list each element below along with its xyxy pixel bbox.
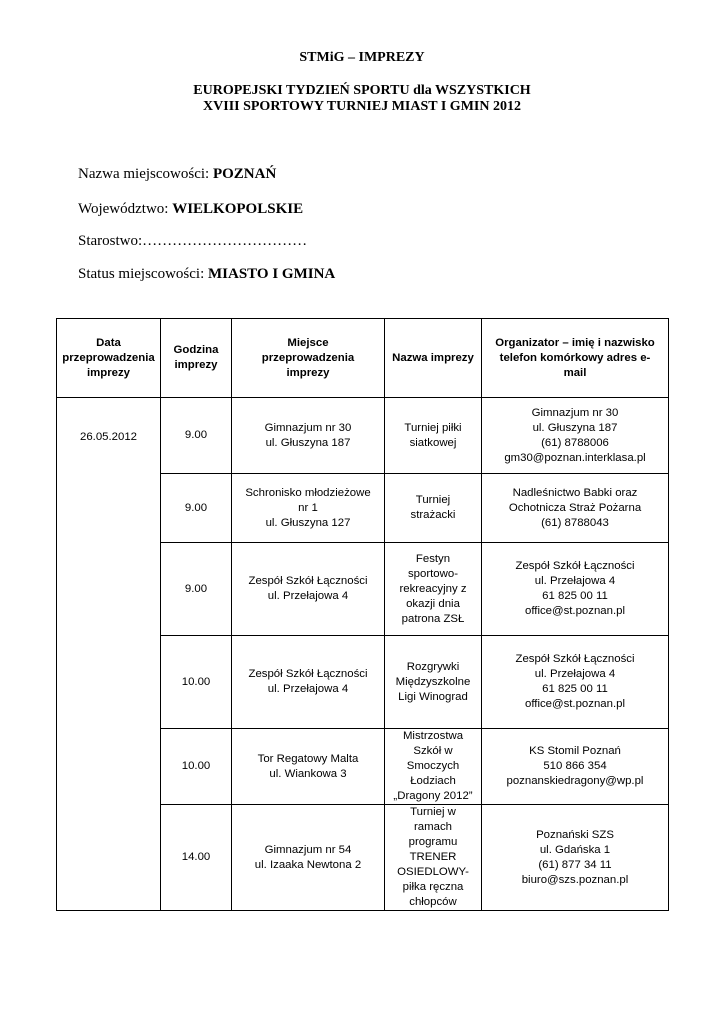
time-cell: 10.00 bbox=[161, 636, 232, 729]
place-cell: Schronisko młodzieżowe nr 1 ul. Głuszyna 127 bbox=[232, 474, 385, 543]
organizer-cell: Zespół Szkół Łączności ul. Przełajowa 4 61 825 00 11 office@st.poznan.pl bbox=[482, 636, 669, 729]
column-header-place: Miejsce przeprowadzenia imprezy bbox=[232, 319, 385, 398]
event-name-cell: Turniej strażacki bbox=[385, 474, 482, 543]
place-cell: Gimnazjum nr 54 ul. Izaaka Newtona 2 bbox=[232, 805, 385, 911]
column-header-time: Godzina imprezy bbox=[161, 319, 232, 398]
organizer-cell: Poznański SZS ul. Gdańska 1 (61) 877 34 11 biuro@szs.poznan.pl bbox=[482, 805, 669, 911]
place-cell: Zespół Szkół Łączności ul. Przełajowa 4 bbox=[232, 543, 385, 636]
column-header-event-name: Nazwa imprezy bbox=[385, 319, 482, 398]
table-row bbox=[57, 398, 669, 474]
event-name-cell: Mistrzostwa Szkół w Smoczych Łodziach „Dragony 2012” bbox=[385, 729, 482, 805]
event-name-cell: Turniej piłki siatkowej bbox=[385, 398, 482, 474]
time-cell: 9.00 bbox=[161, 398, 232, 474]
voivodeship-label: Województwo: bbox=[78, 201, 169, 217]
place-cell: Tor Regatowy Malta ul. Wiankowa 3 bbox=[232, 729, 385, 805]
status-field bbox=[78, 266, 335, 283]
document-subtitle-line2: XVIII SPORTOWY TURNIEJ MIAST I GMIN 2012 bbox=[203, 99, 521, 114]
organizer-cell: Zespół Szkół Łączności ul. Przełajowa 4 61 825 00 11 office@st.poznan.pl bbox=[482, 543, 669, 636]
time-cell: 10.00 bbox=[161, 729, 232, 805]
event-name-cell: Festyn sportowo- rekreacyjny z okazji dnia patrona ZSŁ bbox=[385, 543, 482, 636]
city-value: POZNAŃ bbox=[212, 166, 277, 182]
county-label: Starostwo: bbox=[78, 233, 143, 249]
table-header-row bbox=[57, 319, 669, 398]
status-label: Status miejscowości: bbox=[78, 266, 205, 282]
column-header-organizer: Organizator – imię i nazwisko telefon komórkowy adres e- mail bbox=[482, 319, 669, 398]
time-cell: 14.00 bbox=[161, 805, 232, 911]
voivodeship-field bbox=[78, 201, 303, 218]
place-cell: Zespół Szkół Łączności ul. Przełajowa 4 bbox=[232, 636, 385, 729]
date-cell: 26.05.2012 bbox=[57, 398, 161, 911]
column-header-date: Data przeprowadzenia imprezy bbox=[57, 319, 161, 398]
status-value: MIASTO I GMINA bbox=[208, 266, 336, 282]
place-cell: Gimnazjum nr 30 ul. Głuszyna 187 bbox=[232, 398, 385, 474]
document-subtitle-line1: EUROPEJSKI TYDZIEŃ SPORTU dla WSZYSTKICH bbox=[193, 83, 531, 98]
county-value: …………………………… bbox=[142, 233, 308, 249]
voivodeship-value: WIELKOPOLSKIE bbox=[172, 201, 304, 217]
time-cell: 9.00 bbox=[161, 474, 232, 543]
events-table bbox=[56, 318, 669, 911]
document-title: STMiG – IMPREZY bbox=[299, 50, 425, 65]
city-field bbox=[78, 166, 276, 183]
event-name-cell: Rozgrywki Międzyszkolne Ligi Winograd bbox=[385, 636, 482, 729]
time-cell: 9.00 bbox=[161, 543, 232, 636]
event-name-cell: Turniej w ramach programu TRENER OSIEDLOWY- piłka ręczna chłopców bbox=[385, 805, 482, 911]
city-label: Nazwa miejscowości: bbox=[78, 166, 210, 182]
organizer-cell: Nadleśnictwo Babki oraz Ochotnicza Straż Pożarna (61) 8788043 bbox=[482, 474, 669, 543]
organizer-cell: Gimnazjum nr 30 ul. Głuszyna 187 (61) 8788006 gm30@poznan.interklasa.pl bbox=[482, 398, 669, 474]
county-field bbox=[78, 233, 307, 250]
organizer-cell: KS Stomil Poznań 510 866 354 poznanskiedragony@wp.pl bbox=[482, 729, 669, 805]
